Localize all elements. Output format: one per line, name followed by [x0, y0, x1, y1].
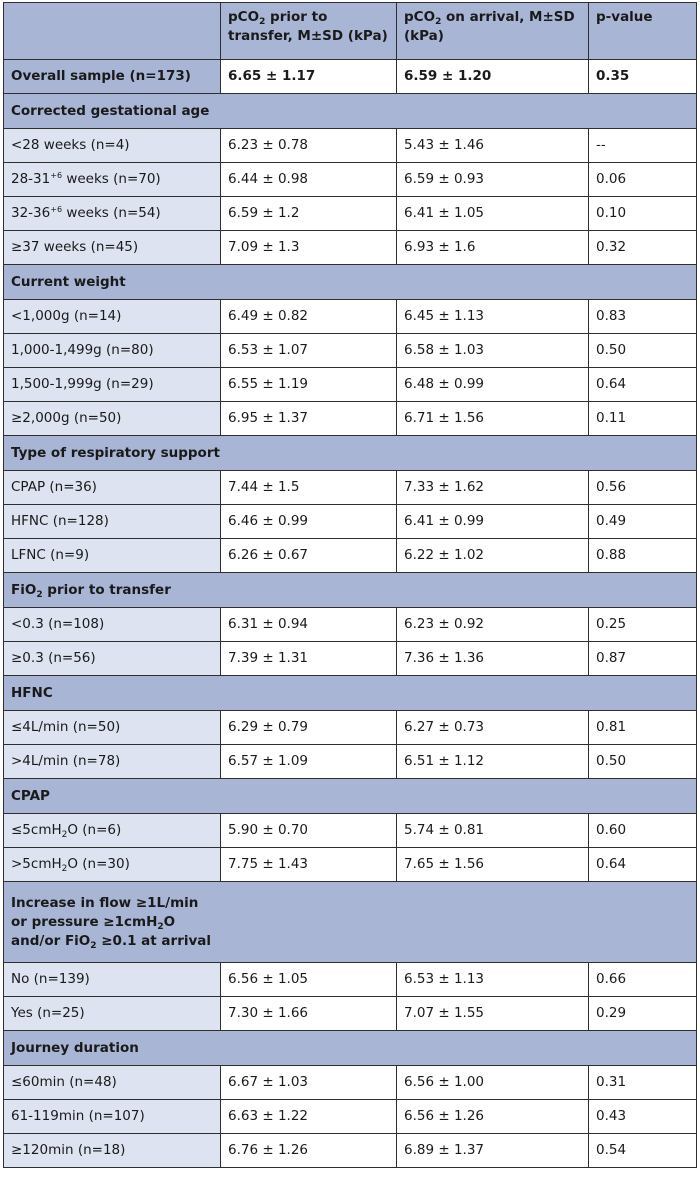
prior-value: 6.59 ± 1.2	[221, 197, 397, 231]
section-current-weight	[4, 265, 697, 300]
header-row	[4, 3, 697, 60]
prior-value: 6.44 ± 0.98	[221, 163, 397, 197]
section-cpap	[4, 779, 697, 814]
row-label: ≥37 weeks (n=45)	[4, 231, 221, 265]
row-label: Overall sample (n=173)	[4, 60, 221, 94]
p-value: 0.32	[589, 231, 697, 265]
table-row	[4, 368, 697, 402]
prior-value: 6.46 ± 0.99	[221, 505, 397, 539]
prior-value: 5.90 ± 0.70	[221, 814, 397, 848]
table-row	[4, 997, 697, 1031]
arrival-value: 6.51 ± 1.12	[397, 745, 589, 779]
p-value: 0.87	[589, 642, 697, 676]
table-row	[4, 745, 697, 779]
arrival-value: 6.56 ± 1.00	[397, 1066, 589, 1100]
prior-value: 6.31 ± 0.94	[221, 608, 397, 642]
row-label: $28-31^{+6}$ weeks (n=70)	[4, 163, 221, 197]
prior-value: 6.95 ± 1.37	[221, 402, 397, 436]
table-row	[4, 197, 697, 231]
p-value: 0.43	[589, 1100, 697, 1134]
table-row	[4, 334, 697, 368]
row-label: ≤5cmH$_2$O (n=6)	[4, 814, 221, 848]
prior-value: 6.49 ± 0.82	[221, 300, 397, 334]
table-row	[4, 539, 697, 573]
prior-value: 6.63 ± 1.22	[221, 1100, 397, 1134]
row-label: ≤60min (n=48)	[4, 1066, 221, 1100]
section-title: HFNC	[4, 676, 697, 711]
prior-value: 7.44 ± 1.5	[221, 471, 397, 505]
prior-value: 6.23 ± 0.78	[221, 129, 397, 163]
p-value: 0.29	[589, 997, 697, 1031]
header-p-value: p-value	[589, 3, 697, 60]
table-row	[4, 163, 697, 197]
row-label: >5cmH$_2$O (n=30)	[4, 848, 221, 882]
prior-value: 6.26 ± 0.67	[221, 539, 397, 573]
row-label: ≤4L/min (n=50)	[4, 711, 221, 745]
p-value: 0.06	[589, 163, 697, 197]
table-row	[4, 1134, 697, 1168]
prior-value: 6.53 ± 1.07	[221, 334, 397, 368]
section-title: Increase in flow ≥1L/min or pressure ≥1cmH$_2$O and/or FiO$_2$ ≥0.1 at arrival	[4, 882, 697, 963]
row-label: <28 weeks (n=4)	[4, 129, 221, 163]
arrival-value: 6.41 ± 1.05	[397, 197, 589, 231]
arrival-value: 6.45 ± 1.13	[397, 300, 589, 334]
p-value: 0.50	[589, 745, 697, 779]
arrival-value: 6.27 ± 0.73	[397, 711, 589, 745]
arrival-value: 7.33 ± 1.62	[397, 471, 589, 505]
arrival-value: 6.93 ± 1.6	[397, 231, 589, 265]
arrival-value: 5.43 ± 1.46	[397, 129, 589, 163]
section-title: CPAP	[4, 779, 697, 814]
table-row	[4, 1100, 697, 1134]
arrival-value: 6.59 ± 1.20	[397, 60, 589, 94]
section-title: Journey duration	[4, 1031, 697, 1066]
section-title: Corrected gestational age	[4, 94, 697, 129]
arrival-value: 6.71 ± 1.56	[397, 402, 589, 436]
p-value: 0.31	[589, 1066, 697, 1100]
section-respiratory-support	[4, 436, 697, 471]
p-value: 0.60	[589, 814, 697, 848]
table-row	[4, 848, 697, 882]
table-row	[4, 711, 697, 745]
prior-value: 6.55 ± 1.19	[221, 368, 397, 402]
p-value: 0.64	[589, 848, 697, 882]
section-journey-duration	[4, 1031, 697, 1066]
header-on-arrival: pCO$_2$ on arrival, M±SD (kPa)	[397, 3, 589, 60]
prior-value: 7.09 ± 1.3	[221, 231, 397, 265]
table-row	[4, 505, 697, 539]
table-row	[4, 402, 697, 436]
table-row	[4, 471, 697, 505]
section-increase-in-support	[4, 882, 697, 963]
row-label: 1,500-1,999g (n=29)	[4, 368, 221, 402]
table-row	[4, 1066, 697, 1100]
row-label: CPAP (n=36)	[4, 471, 221, 505]
table-row	[4, 642, 697, 676]
p-value: 0.56	[589, 471, 697, 505]
prior-value: 6.76 ± 1.26	[221, 1134, 397, 1168]
arrival-value: 5.74 ± 0.81	[397, 814, 589, 848]
prior-value: 6.67 ± 1.03	[221, 1066, 397, 1100]
header-prior-transfer: pCO$_2$ prior to transfer, M±SD (kPa)	[221, 3, 397, 60]
p-value: 0.25	[589, 608, 697, 642]
row-label: <0.3 (n=108)	[4, 608, 221, 642]
arrival-value: 6.59 ± 0.93	[397, 163, 589, 197]
row-label: LFNC (n=9)	[4, 539, 221, 573]
prior-value: 6.57 ± 1.09	[221, 745, 397, 779]
p-value: 0.50	[589, 334, 697, 368]
row-label: $32-36^{+6}$ weeks (n=54)	[4, 197, 221, 231]
overall-row	[4, 60, 697, 94]
row-label: <1,000g (n=14)	[4, 300, 221, 334]
arrival-value: 7.07 ± 1.55	[397, 997, 589, 1031]
row-label: No (n=139)	[4, 963, 221, 997]
results-table	[3, 2, 697, 1168]
arrival-value: 6.56 ± 1.26	[397, 1100, 589, 1134]
table-row	[4, 814, 697, 848]
p-value: 0.66	[589, 963, 697, 997]
p-value: 0.54	[589, 1134, 697, 1168]
prior-value: 6.56 ± 1.05	[221, 963, 397, 997]
section-gestational-age	[4, 94, 697, 129]
p-value: 0.35	[589, 60, 697, 94]
p-value: --	[589, 129, 697, 163]
prior-value: 7.75 ± 1.43	[221, 848, 397, 882]
arrival-value: 6.23 ± 0.92	[397, 608, 589, 642]
row-label: ≥0.3 (n=56)	[4, 642, 221, 676]
section-fio2	[4, 573, 697, 608]
row-label: ≥2,000g (n=50)	[4, 402, 221, 436]
row-label: ≥120min (n=18)	[4, 1134, 221, 1168]
table-row	[4, 129, 697, 163]
arrival-value: 6.22 ± 1.02	[397, 539, 589, 573]
arrival-value: 7.65 ± 1.56	[397, 848, 589, 882]
arrival-value: 6.53 ± 1.13	[397, 963, 589, 997]
p-value: 0.83	[589, 300, 697, 334]
section-title: Current weight	[4, 265, 697, 300]
prior-value: 6.29 ± 0.79	[221, 711, 397, 745]
prior-value: 6.65 ± 1.17	[221, 60, 397, 94]
row-label: 1,000-1,499g (n=80)	[4, 334, 221, 368]
arrival-value: 6.41 ± 0.99	[397, 505, 589, 539]
header-empty-cell	[4, 3, 221, 60]
p-value: 0.11	[589, 402, 697, 436]
prior-value: 7.30 ± 1.66	[221, 997, 397, 1031]
arrival-value: 7.36 ± 1.36	[397, 642, 589, 676]
p-value: 0.49	[589, 505, 697, 539]
table-row	[4, 608, 697, 642]
row-label: Yes (n=25)	[4, 997, 221, 1031]
arrival-value: 6.89 ± 1.37	[397, 1134, 589, 1168]
p-value: 0.10	[589, 197, 697, 231]
arrival-value: 6.58 ± 1.03	[397, 334, 589, 368]
p-value: 0.81	[589, 711, 697, 745]
p-value: 0.64	[589, 368, 697, 402]
row-label: HFNC (n=128)	[4, 505, 221, 539]
section-hfnc	[4, 676, 697, 711]
section-title: Type of respiratory support	[4, 436, 697, 471]
row-label: >4L/min (n=78)	[4, 745, 221, 779]
section-title: FiO$_2$ prior to transfer	[4, 573, 697, 608]
p-value: 0.88	[589, 539, 697, 573]
table-row	[4, 963, 697, 997]
table-row	[4, 231, 697, 265]
prior-value: 7.39 ± 1.31	[221, 642, 397, 676]
arrival-value: 6.48 ± 0.99	[397, 368, 589, 402]
row-label: 61-119min (n=107)	[4, 1100, 221, 1134]
table-row	[4, 300, 697, 334]
